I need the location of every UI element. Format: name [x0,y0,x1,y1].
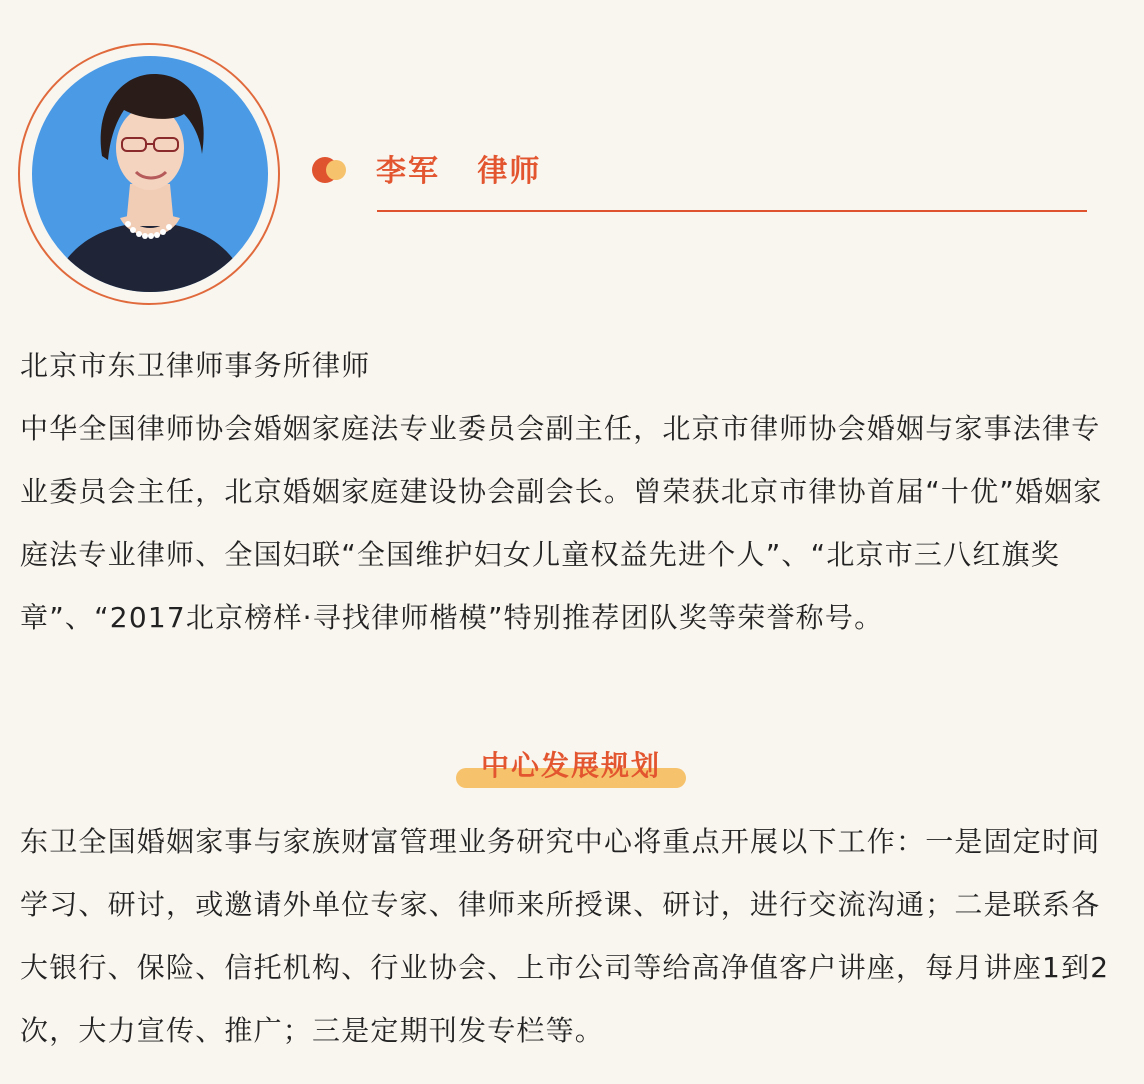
bio-text [20,334,1124,649]
portrait-photo [32,56,268,292]
section-body: 东卫全国婚姻家事与家族财富管理业务研究中心将重点开展以下工作：一是固定时间学习、研讨，或邀请外单位专家、律师来所授课、研讨，进行交流沟通；二是联系各大银行、保险、信托机构、行业协会、上市公司等给高净值客户讲座，每月讲座1到2次，大力宣传、推广；三是定期刊发专栏等。 [20,825,1110,1047]
name-row [310,148,541,188]
section-heading [456,740,686,792]
bio-firm-line: 北京市东卫律师事务所律师 [20,349,371,382]
bio-paragraph: 中华全国律师协会婚姻家庭法专业委员会副主任，北京市律师协会婚姻与家事法律专业委员会主任，北京婚姻家庭建设协会副会长。曾荣获北京市律协首届“十优”婚姻家庭法专业律师、全国妇联“全国维护妇女儿童权益先进个人”、“北京市三八红旗奖章”、“2017北京榜样·寻找律师楷模”特别推荐团队奖等荣誉称号。 [20,412,1103,634]
bullet-dots-icon [310,153,354,183]
name-divider [377,210,1087,212]
section-title: 中心发展规划 [480,749,661,782]
lawyer-name: 李军 律师 [376,154,542,189]
